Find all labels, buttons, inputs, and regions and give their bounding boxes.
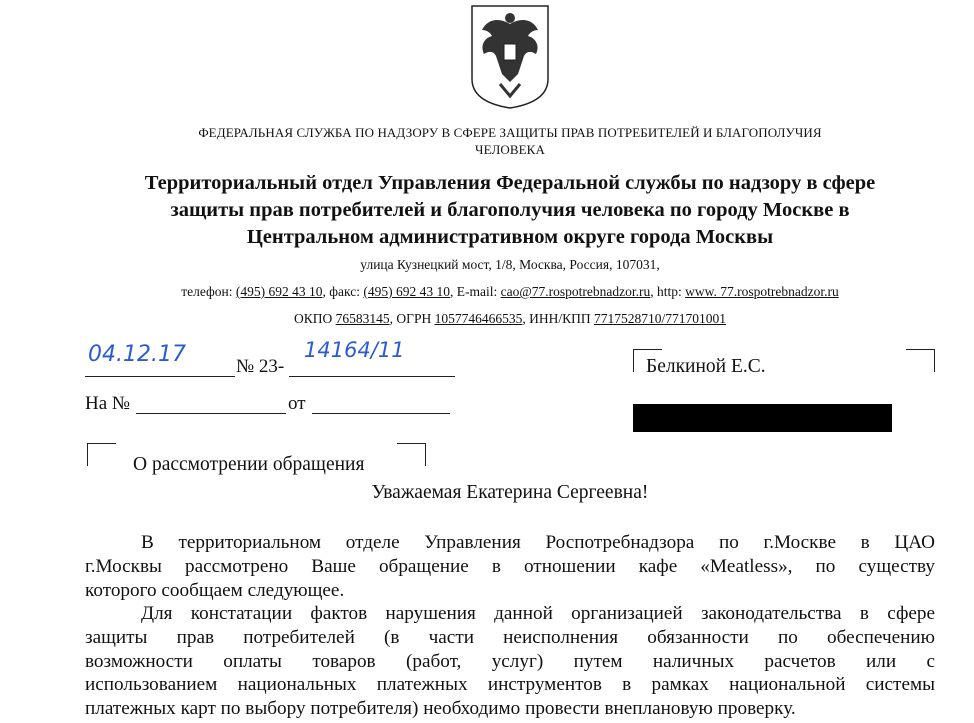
ogrn: 1057746466535 [434,311,523,326]
salutation: Уважаемая Екатерина Сергеевна! [371,482,649,503]
corner-mark [397,443,426,466]
registry-line [0,311,974,327]
paragraph [85,602,935,721]
handwritten-number: 14164/11 [304,338,405,362]
from-line [312,413,450,414]
redacted-block [633,404,892,432]
inn-label: , ИНН/КПП [522,311,594,326]
fax-label: , факс: [322,284,364,299]
handwritten-date: 04.12.17 [88,342,186,367]
paragraph-line: В территориальном отделе Управления Роспотребнадзора по г.Москве в ЦАО [141,532,935,553]
corner-mark [906,349,935,372]
email-label: , E-mail: [449,284,501,299]
paragraph-line: защиты прав потребителей (в части неисполнения обязанности по обеспечению [85,626,935,648]
on-number-label: На № [85,393,131,414]
ogrn-label: , ОГРН [389,311,435,326]
paragraph-line: г.Москвы рассмотрено Ваше обращение в отношении кафе «Meatless», по существу [85,555,935,577]
corner-mark [87,443,116,466]
coat-of-arms-emblem [470,4,550,110]
http-label: , http: [650,284,686,299]
paragraph-line: использованием национальных платежных инструментов в рамках национальной системы [85,674,935,696]
from-label: от [288,393,306,414]
inn-kpp: 7717528710/771701001 [593,311,726,326]
paragraph-line: Для констатации фактов нарушения данной организацией законодательства в сфере [141,603,935,624]
subject: О рассмотрении обращения [133,454,365,475]
paragraph-line: возможности оплаты товаров (работ, услуг) путем наличных расчетов или с [85,650,935,672]
agency-name: ФЕДЕРАЛЬНАЯ СЛУЖБА ПО НАДЗОРУ В СФЕРЕ ЗАЩИТЫ ПРАВ ПОТРЕБИТЕЛЕЙ И БЛАГОПОЛУЧИЯ [198,125,822,140]
on-number-line [136,413,286,414]
title-line: Центральном административном округе города Москвы [246,226,774,248]
phone-label: телефон: [181,284,236,299]
number-label: № 23- [236,356,285,377]
title-line: защиты прав потребителей и благополучия человека по городу Москве в [170,199,850,221]
department-title [0,170,974,251]
paragraph-line: которого сообщаем следующее. [85,579,345,601]
agency-name-line2: ЧЕЛОВЕКА [475,142,545,157]
okpo-label: ОКПО [294,311,336,326]
fax: (495) 692 43 10 [363,284,450,299]
agency-header [0,124,974,158]
paragraph [85,531,935,602]
date-line [85,376,235,377]
website-link[interactable]: www. 77.rospotrebnadzor.ru [685,284,839,299]
address: улица Кузнецкий мост, 1/8, Москва, Россия, 107031, [360,257,660,272]
recipient-name: Белкиной Е.С. [646,356,766,377]
title-line: Территориальный отдел Управления Федеральной службы по надзору в сфере [144,172,876,194]
contacts-line [0,284,974,300]
paragraph-line: платежных карт по выбору потребителя) необходимо провести внеплановую проверку. [85,698,796,720]
okpo: 76583145 [335,311,390,326]
number-line [289,376,455,377]
email-link[interactable]: cao@77.rospotrebnadzor.ru [500,284,651,299]
phone: (495) 692 43 10 [235,284,323,299]
